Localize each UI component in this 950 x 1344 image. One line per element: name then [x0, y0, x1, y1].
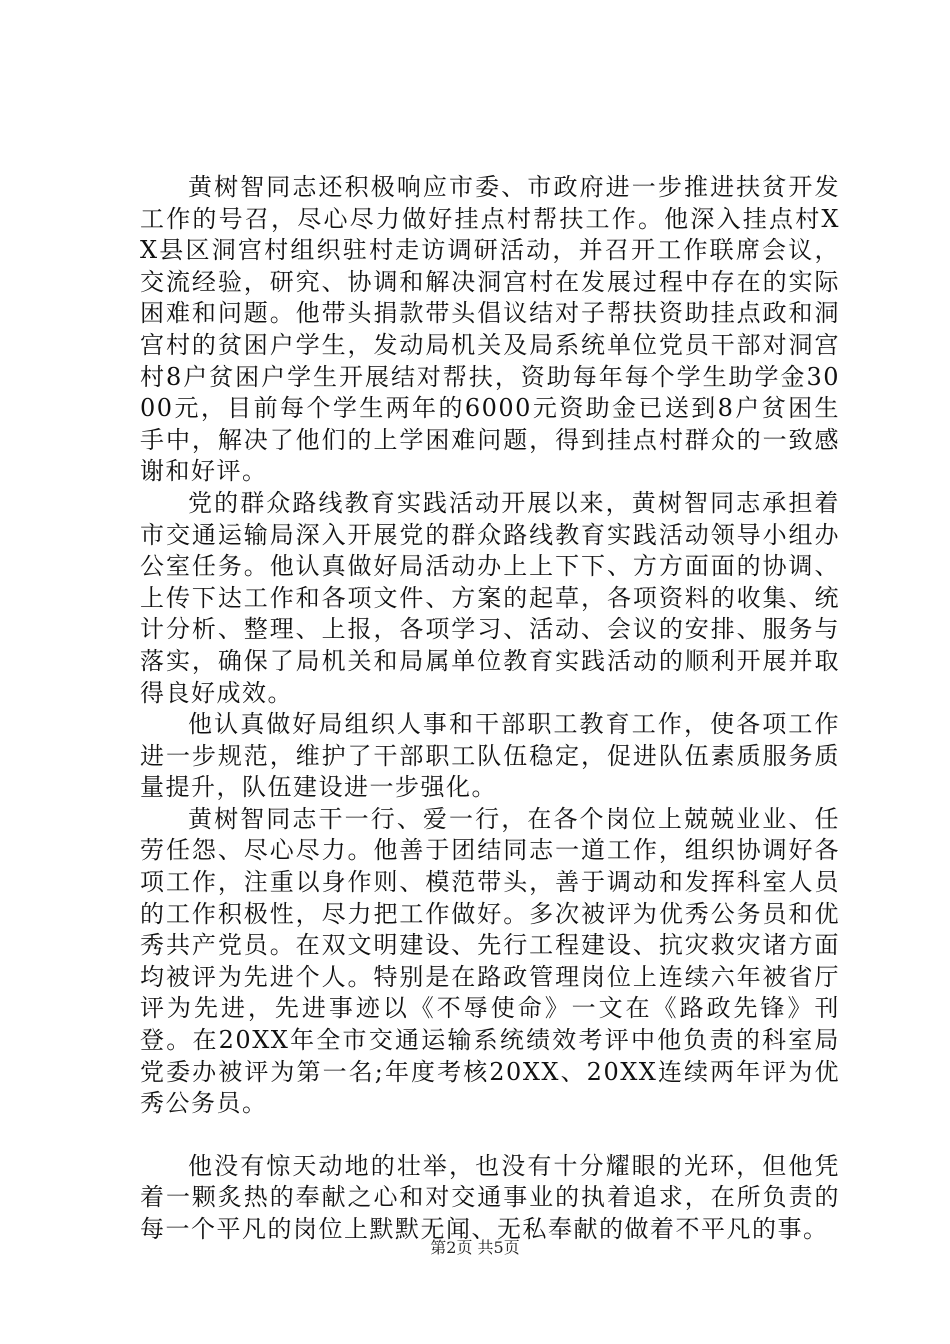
- paragraph-spacer: [140, 1120, 840, 1151]
- page-footer: 第2页 共5页: [430, 1238, 520, 1257]
- paragraph-personnel-work: 他认真做好局组织人事和干部职工教育工作，使各项工作进一步规范，维护了干部职工队伍稳定，促进队伍素质服务质量提升，队伍建设进一步强化。: [140, 710, 840, 802]
- paragraph-poverty-alleviation: 黄树智同志还积极响应市委、市政府进一步推进扶贫开发工作的号召，尽心尽力做好挂点村帮扶工作。他深入挂点村XX县区洞宫村组织驻村走访调研活动，并召开工作联席会议，交流经验，研究、协调和解决洞宫村在发展过程中存在的实际困难和问题。他带头捐款带头倡议结对子帮扶资助挂点政和洞宫村的贫困户学生，发动局机关及局系统单位党员干部对洞宫村8户贫困户学生开展结对帮扶，资助每年每个学生助学金3000元，目前每个学生两年的6000元资助金已送到8户贫困生手中，解决了他们的上学困难问题，得到挂点村群众的一致感谢和好评。: [140, 173, 840, 486]
- paragraph-honors: 黄树智同志干一行、爱一行，在各个岗位上兢兢业业、任劳任怨、尽心尽力。他善于团结同志一道工作，组织协调好各项工作，注重以身作则、模范带头，善于调动和发挥科室人员的工作积极性，尽力把工作做好。多次被评为优秀公务员和优秀共产党员。在双文明建设、先行工程建设、抗灾救灾诸方面均被评为先进个人。特别是在路政管理岗位上连续六年被省厅评为先进，先进事迹以《不辱使命》一文在《路政先锋》刊登。在20XX年全市交通运输系统绩效考评中他负责的科室局党委办被评为第一名;年度考核20XX、20XX连续两年评为优秀公务员。: [140, 804, 840, 1118]
- paragraph-mass-line-education: 党的群众路线教育实践活动开展以来，黄树智同志承担着市交通运输局深入开展党的群众路线教育实践活动领导小组办公室任务。他认真做好局活动办上上下下、方方面面的协调、上传下达工作和各项文件、方案的起草，各项资料的收集、统计分析、整理、上报，各项学习、活动、会议的安排、服务与落实，确保了局机关和局属单位教育实践活动的顺利开展并取得良好成效。: [140, 488, 840, 707]
- paragraph-closing: 他没有惊天动地的壮举，也没有十分耀眼的光环，但他凭着一颗炙热的奉献之心和对交通事业的执着追求，在所负责的每一个平凡的岗位上默默无闻、无私奉献的做着不平凡的事。: [140, 1151, 840, 1243]
- document-body: [140, 172, 840, 1246]
